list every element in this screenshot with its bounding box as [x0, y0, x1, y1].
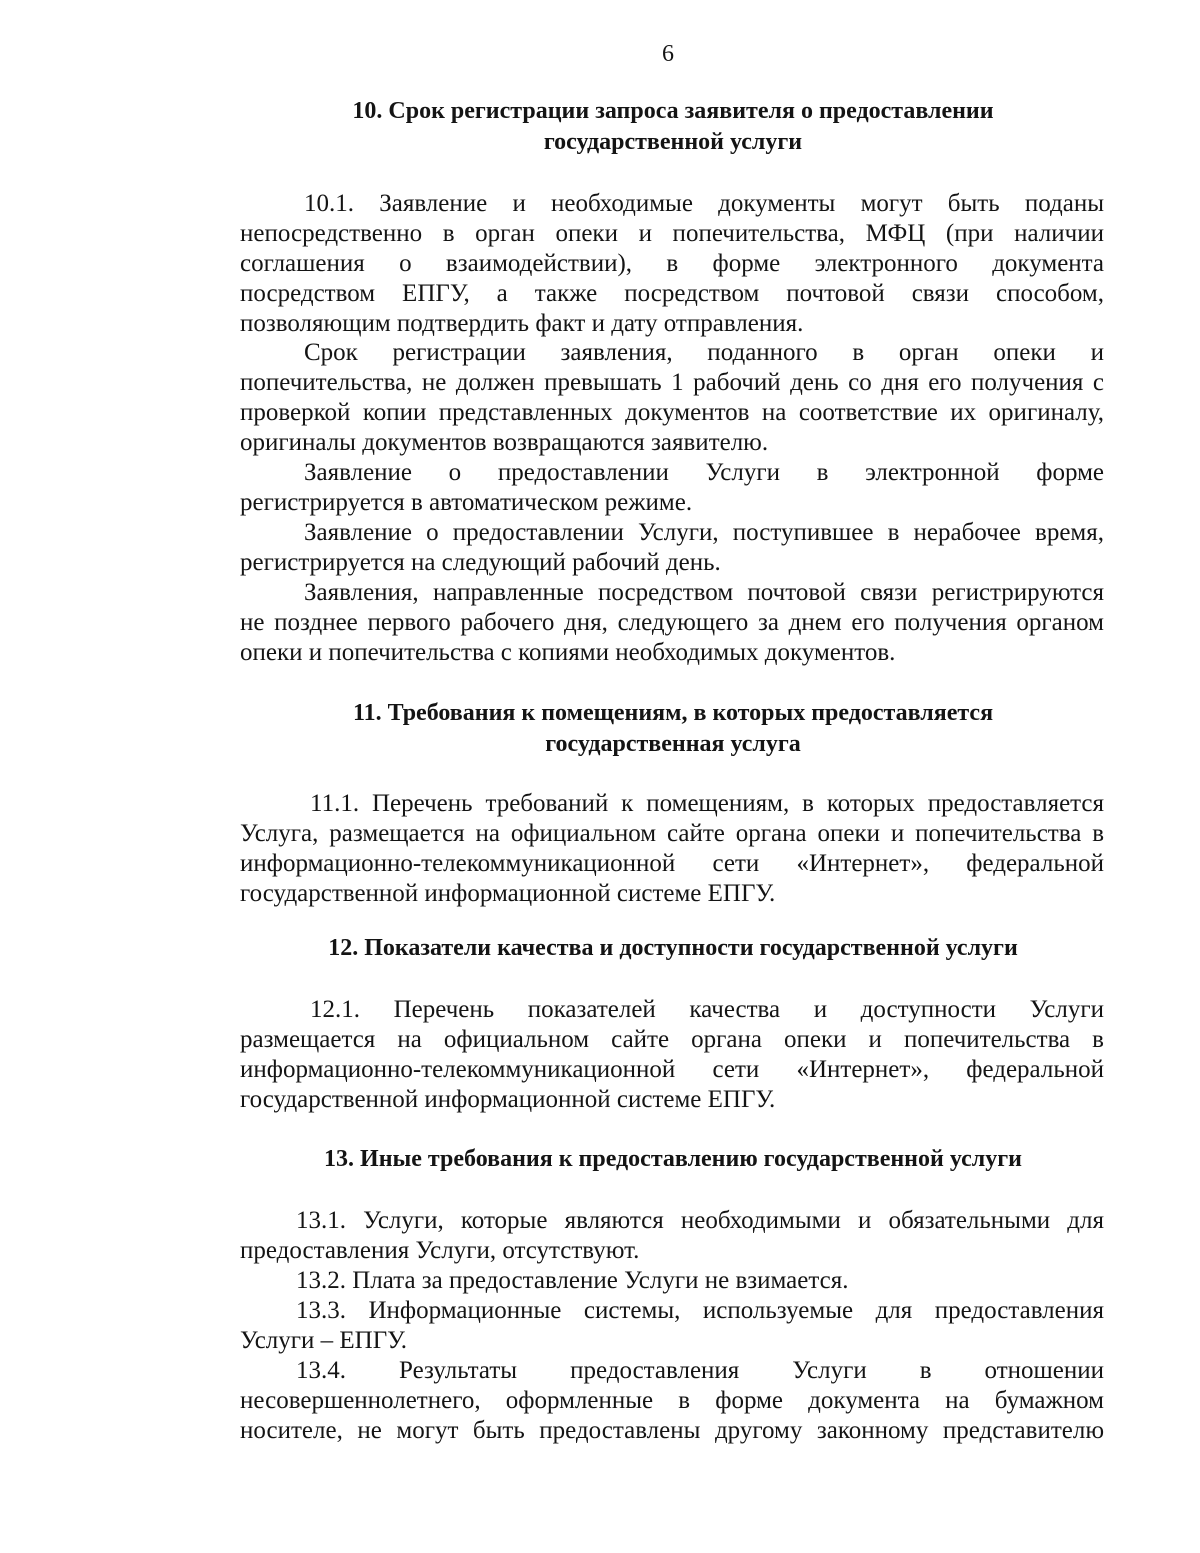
heading-line: 10. Срок регистрации запроса заявителя о предоставлении	[352, 98, 994, 124]
text-line: размещается на официальном сайте органа опеки и попечительства в	[240, 1026, 1104, 1053]
section-12-heading	[240, 933, 1106, 964]
text-line: непосредственно в орган опеки и попечительства, МФЦ (при наличии	[240, 220, 1104, 247]
paragraph-postal-registration	[240, 578, 1104, 668]
section-10-heading	[240, 96, 1106, 158]
text-line: 10.1. Заявление и необходимые документы могут быть поданы	[304, 190, 1104, 217]
text-line: позволяющим подтвердить факт и дату отправления.	[240, 310, 804, 337]
text-line: Услуги – ЕПГУ.	[240, 1327, 408, 1354]
text-line: 13.4. Результаты предоставления Услуги в отношении	[296, 1357, 1104, 1384]
paragraph-registration-term	[240, 338, 1104, 458]
paragraph-13-2	[240, 1266, 1104, 1296]
text-line: предоставления Услуги, отсутствуют.	[240, 1237, 640, 1264]
text-line: попечительства, не должен превышать 1 рабочий день со дня его получения с	[240, 369, 1104, 396]
text-line: государственной информационной системе ЕПГУ.	[240, 880, 776, 907]
text-line: не позднее первого рабочего дня, следующего за днем его получения органом	[240, 609, 1104, 636]
text-line: несовершеннолетнего, оформленные в форме документа на бумажном	[240, 1387, 1104, 1414]
heading-line: 12. Показатели качества и доступности государственной услуги	[328, 935, 1018, 961]
paragraph-electronic-registration	[240, 458, 1104, 518]
paragraph-12-1	[240, 995, 1104, 1115]
text-line: опеки и попечительства с копиями необходимых документов.	[240, 639, 896, 666]
paragraph-13-3	[240, 1296, 1104, 1356]
page-number: 6	[662, 41, 674, 67]
text-line: соглашения о взаимодействии), в форме электронного документа	[240, 250, 1104, 277]
text-line: Срок регистрации заявления, поданного в орган опеки и	[304, 339, 1104, 366]
heading-line: государственная услуга	[545, 731, 801, 757]
text-line: 11.1. Перечень требований к помещениям, в которых предоставляется	[310, 790, 1104, 817]
text-line: проверкой копии представленных документов на соответствие их оригиналу,	[240, 399, 1104, 426]
section-13-heading	[240, 1144, 1106, 1175]
text-line: государственной информационной системе ЕПГУ.	[240, 1086, 776, 1113]
text-line: регистрируется в автоматическом режиме.	[240, 489, 693, 516]
section-11-heading	[240, 698, 1106, 760]
text-line: 13.1. Услуги, которые являются необходимыми и обязательными для	[296, 1207, 1104, 1234]
heading-line: 11. Требования к помещениям, в которых предоставляется	[352, 700, 994, 726]
text-line: оригиналы документов возвращаются заявителю.	[240, 429, 769, 456]
paragraph-13-4	[240, 1356, 1104, 1446]
paragraph-10-1	[240, 189, 1104, 339]
text-line: Заявление о предоставлении Услуги в электронной форме	[304, 459, 1104, 486]
paragraph-11-1	[240, 789, 1104, 909]
heading-line: государственной услуги	[543, 129, 803, 155]
text-line: Заявление о предоставлении Услуги, поступившее в нерабочее время,	[304, 519, 1104, 546]
text-line: 12.1. Перечень показателей качества и доступности Услуги	[310, 996, 1104, 1023]
text-line: носителе, не могут быть предоставлены другому законному представителю	[240, 1417, 1104, 1444]
text-line: регистрируется на следующий рабочий день.	[240, 549, 721, 576]
text-line: 13.2. Плата за предоставление Услуги не взимается.	[296, 1267, 849, 1294]
paragraph-13-1	[240, 1206, 1104, 1266]
text-line: информационно-телекоммуникационной сети «Интернет», федеральной	[240, 1056, 1104, 1083]
text-line: Услуга, размещается на официальном сайте органа опеки и попечительства в	[240, 820, 1104, 847]
text-line: посредством ЕПГУ, а также посредством почтовой связи способом,	[240, 280, 1104, 307]
text-line: Заявления, направленные посредством почтовой связи регистрируются	[304, 579, 1104, 606]
text-line: 13.3. Информационные системы, используемые для предоставления	[296, 1297, 1104, 1324]
text-line: информационно-телекоммуникационной сети «Интернет», федеральной	[240, 850, 1104, 877]
paragraph-non-working-time	[240, 518, 1104, 578]
heading-line: 13. Иные требования к предоставлению государственной услуги	[324, 1146, 1022, 1172]
